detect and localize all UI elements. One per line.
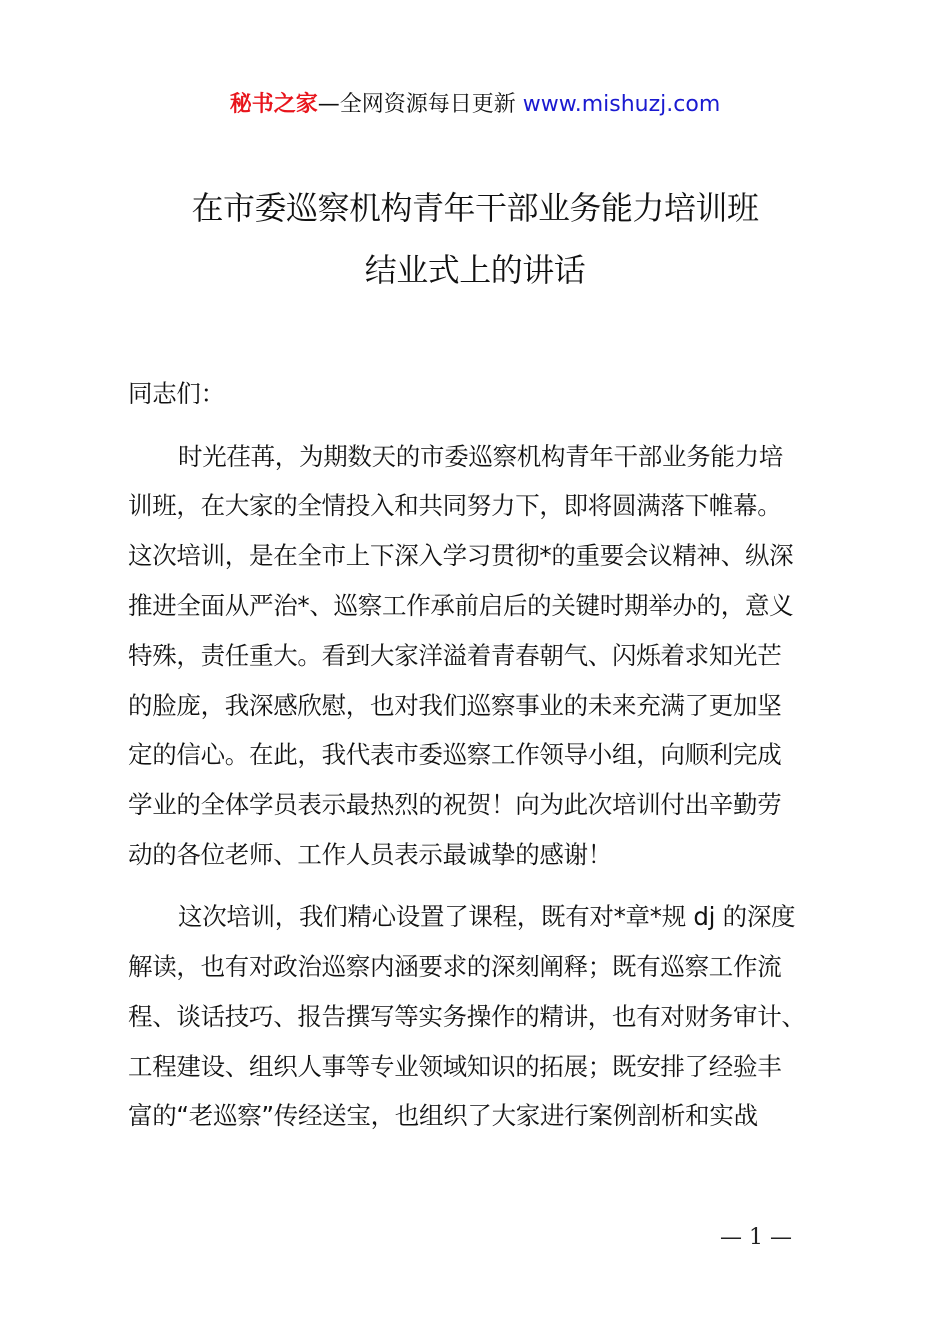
paragraph-line: 的脸庞，我深感欣慰，也对我们巡察事业的未来充满了更加坚 — [128, 691, 782, 720]
paragraph-line: 这次培训，是在全市上下深入学习贯彻*的重要会议精神、纵深 — [128, 541, 794, 570]
header-slogan: —全网资源每日更新 — [317, 92, 516, 117]
paragraph-line: 学业的全体学员表示最热烈的祝贺！向为此次培训付出辛勤劳 — [128, 790, 782, 819]
brand-name: 秘书之家 — [229, 92, 318, 117]
paragraph-line: 特殊，责任重大。看到大家洋溢着青春朝气、闪烁着求知光芒 — [128, 641, 782, 670]
paragraph-line: 训班，在大家的全情投入和共同努力下，即将圆满落下帷幕。 — [128, 491, 782, 520]
salutation: 同志们： — [128, 379, 225, 408]
paragraph-line: 动的各位老师、工作人员表示最诚挚的感谢！ — [128, 840, 612, 869]
paragraph-line: 程、谈话技巧、报告撰写等实务操作的精讲，也有对财务审计、 — [128, 1002, 806, 1031]
paragraph-line: 定的信心。在此，我代表市委巡察工作领导小组，向顺利完成 — [128, 740, 782, 769]
paragraph-line: 解读，也有对政治巡察内涵要求的深刻阐释；既有巡察工作流 — [128, 952, 782, 981]
paragraph-line: 时光荏苒，为期数天的市委巡察机构青年干部业务能力培 — [178, 442, 783, 471]
paragraph-line: 工程建设、组织人事等专业领域知识的拓展；既安排了经验丰 — [128, 1052, 782, 1081]
site-url-link[interactable]: www.mishuzj.com — [522, 92, 721, 117]
paragraph-line: 推进全面从严治*、巡察工作承前启后的关键时期举办的，意义 — [128, 591, 794, 620]
document-title-line-1: 在市委巡察机构青年干部业务能力培训班 — [191, 189, 759, 227]
document-title-line-2: 结业式上的讲话 — [364, 251, 586, 289]
paragraph-line: 富的“老巡察”传经送宝，也组织了大家进行案例剖析和实战 — [128, 1101, 758, 1130]
paragraph-line: 这次培训，我们精心设置了课程，既有对*章*规 dj 的深度 — [178, 902, 796, 931]
page-number: — 1 — — [720, 1225, 792, 1250]
site-header — [0, 88, 950, 122]
